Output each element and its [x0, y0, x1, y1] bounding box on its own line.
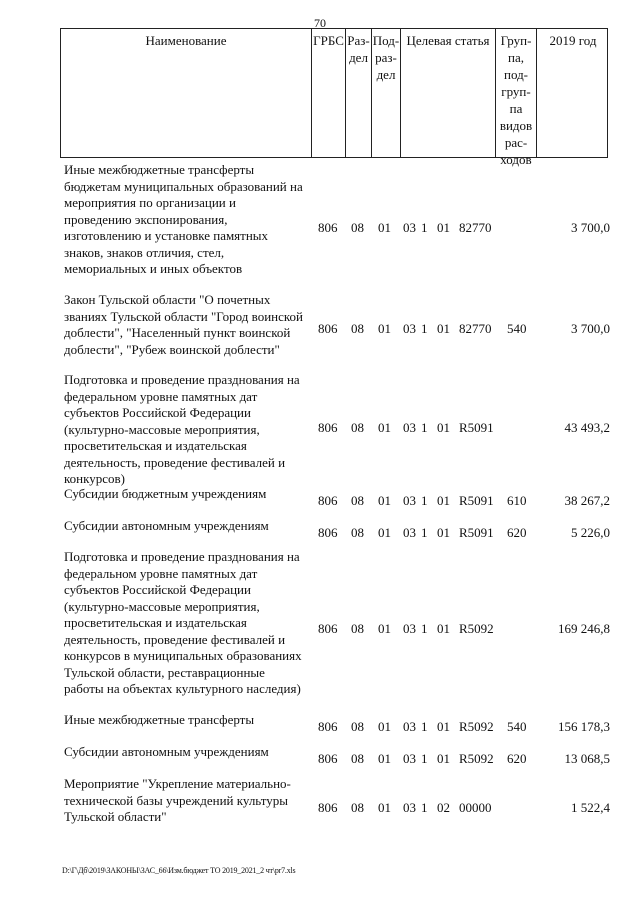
row-t2: 1	[421, 321, 428, 336]
row-grbs: 806	[318, 751, 338, 766]
row-amount: 43 493,2	[564, 420, 610, 435]
row-amount: 169 246,8	[558, 621, 610, 636]
row-podrazdel: 01	[378, 321, 391, 336]
row-podrazdel: 01	[378, 751, 391, 766]
row-t3: 01	[437, 493, 450, 508]
row-podrazdel: 01	[378, 220, 391, 235]
row-razdel: 08	[351, 321, 364, 336]
row-amount: 13 068,5	[564, 751, 610, 766]
row-razdel: 08	[351, 800, 364, 815]
row-t3: 01	[437, 621, 450, 636]
table-header	[60, 28, 608, 167]
row-group: 610	[507, 493, 527, 508]
row-t3: 01	[437, 420, 450, 435]
row-t1: 03	[403, 751, 416, 766]
row-t1: 03	[403, 420, 416, 435]
row-t4: R5092	[459, 751, 494, 766]
row-t4: R5091	[459, 493, 494, 508]
row-t2: 1	[421, 751, 428, 766]
row-t1: 03	[403, 220, 416, 235]
row-t1: 03	[403, 719, 416, 734]
row-group: 540	[507, 719, 527, 734]
row-t4: 82770	[459, 220, 492, 235]
row-razdel: 08	[351, 420, 364, 435]
row-name: Закон Тульской области "О почетных званиях Тульской области "Город воинской доблести", "Населенный пункт воинской доблести", "Рубеж воинской доблести"	[64, 292, 304, 357]
row-razdel: 08	[351, 621, 364, 636]
row-amount: 5 226,0	[571, 525, 610, 540]
row-t4: R5092	[459, 621, 494, 636]
row-grbs: 806	[318, 493, 338, 508]
row-podrazdel: 01	[378, 493, 391, 508]
row-t2: 1	[421, 719, 428, 734]
row-t3: 01	[437, 719, 450, 734]
row-grbs: 806	[318, 525, 338, 540]
page-number: 70	[314, 16, 326, 30]
row-name: Подготовка и проведение празднования на федеральном уровне памятных дат субъектов Российской Федерации (культурно-массовые мероприятия, просветительская и издательская деятельность, проведение фестивалей и конкурсов в муниципальных образованиях Тульской области, реставрационные работы на объектах культурного наследия)	[64, 549, 302, 696]
row-t2: 1	[421, 420, 428, 435]
row-amount: 1 522,4	[571, 800, 610, 815]
row-t4: R5092	[459, 719, 494, 734]
row-podrazdel: 01	[378, 800, 391, 815]
row-razdel: 08	[351, 220, 364, 235]
row-podrazdel: 01	[378, 719, 391, 734]
row-group: 620	[507, 751, 527, 766]
row-t3: 01	[437, 321, 450, 336]
row-grbs: 806	[318, 220, 338, 235]
row-grbs: 806	[318, 420, 338, 435]
header-podrazdel: Под- раз- дел	[372, 29, 401, 157]
row-name: Субсидии бюджетным учреждениям	[64, 486, 267, 501]
row-t4: R5091	[459, 525, 494, 540]
row-razdel: 08	[351, 719, 364, 734]
row-name: Мероприятие "Укрепление материально-технической базы учреждений культуры Тульской области"	[64, 776, 291, 824]
row-name: Иные межбюджетные трансферты	[64, 712, 255, 727]
row-t1: 03	[403, 621, 416, 636]
row-t2: 1	[421, 525, 428, 540]
header-group: Груп- па, под- груп- па видов рас- ходов	[496, 29, 537, 157]
row-name: Иные межбюджетные трансферты бюджетам муниципальных образований на мероприятия по организации и проведению экспонирования, изготовлению и установке памятных знаков, знаков отличия, стел, мемориальных и иных объектов	[64, 162, 303, 276]
row-grbs: 806	[318, 719, 338, 734]
row-grbs: 806	[318, 621, 338, 636]
row-t2: 1	[421, 800, 428, 815]
footer-file-path: D:\Г\Дб\2019\ЗАКОНЫ\ЗАС_66\Изм.бюджет ТО 2019_2021_2 чт\pr7.xls	[62, 866, 296, 875]
row-t4: R5091	[459, 420, 494, 435]
row-razdel: 08	[351, 525, 364, 540]
header-razdel: Раз- дел	[346, 29, 372, 157]
row-group: 540	[507, 321, 527, 336]
row-razdel: 08	[351, 751, 364, 766]
row-t1: 03	[403, 321, 416, 336]
row-t1: 03	[403, 493, 416, 508]
row-razdel: 08	[351, 493, 364, 508]
header-grbs: ГРБС	[312, 29, 346, 157]
row-amount: 3 700,0	[571, 220, 610, 235]
row-t1: 03	[403, 800, 416, 815]
header-name: Наименование	[61, 29, 312, 157]
row-podrazdel: 01	[378, 621, 391, 636]
header-target-article: Целевая статья	[401, 29, 496, 157]
row-name: Субсидии автономным учреждениям	[64, 744, 269, 759]
row-t3: 01	[437, 220, 450, 235]
row-grbs: 806	[318, 321, 338, 336]
row-t3: 02	[437, 800, 450, 815]
row-t4: 82770	[459, 321, 492, 336]
row-t2: 1	[421, 621, 428, 636]
header-year: 2019 год	[549, 33, 597, 48]
row-podrazdel: 01	[378, 525, 391, 540]
row-amount: 3 700,0	[571, 321, 610, 336]
row-podrazdel: 01	[378, 420, 391, 435]
row-name: Подготовка и проведение празднования на федеральном уровне памятных дат субъектов Российской Федерации (культурно-массовые мероприятия, просветительская и издательская деятельность, проведение фестивалей и конкурсов)	[64, 372, 300, 486]
row-t2: 1	[421, 493, 428, 508]
row-group: 620	[507, 525, 527, 540]
row-name: Субсидии автономным учреждениям	[64, 518, 269, 533]
row-t4: 00000	[459, 800, 492, 815]
row-t3: 01	[437, 525, 450, 540]
row-t3: 01	[437, 751, 450, 766]
row-amount: 156 178,3	[558, 719, 610, 734]
row-amount: 38 267,2	[564, 493, 610, 508]
row-t1: 03	[403, 525, 416, 540]
row-t2: 1	[421, 220, 428, 235]
row-grbs: 806	[318, 800, 338, 815]
